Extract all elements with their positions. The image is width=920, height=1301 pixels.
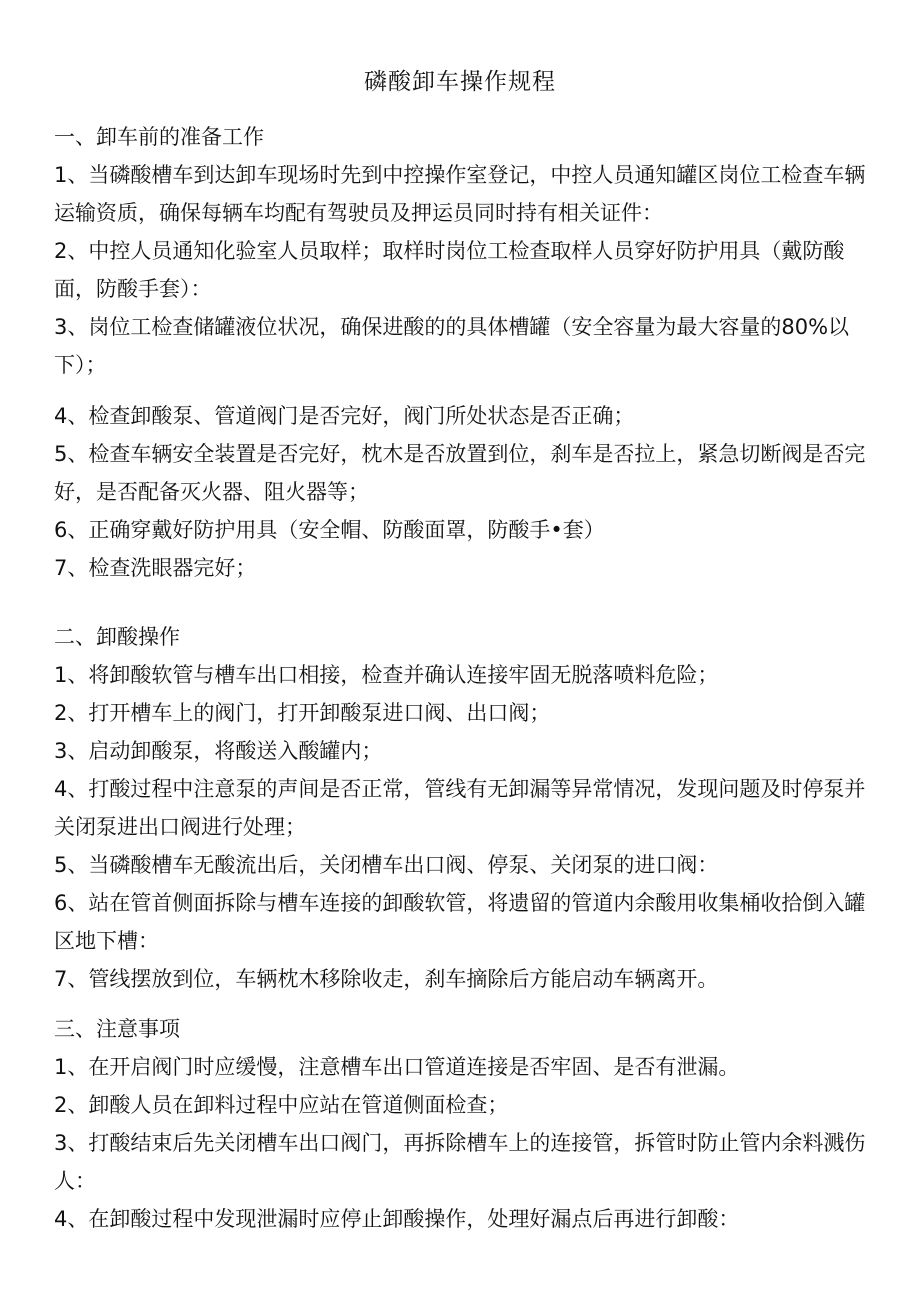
section-notes	[54, 1010, 874, 1238]
list-item: 4、检查卸酸泵、管道阀门是否完好，阀门所处状态是否正确；	[54, 404, 635, 428]
list-item: 2、卸酸人员在卸料过程中应站在管道侧面检查；	[54, 1093, 509, 1117]
section-unloading	[54, 618, 874, 998]
list-item: 4、打酸过程中注意泵的声间是否正常，管线有无卸漏等异常情况，发现问题及时停泵并关闭泵进出口阀进行处理；	[54, 777, 866, 839]
list-item: 3、打酸结束后先关闭槽车出口阀门，再拆除槽车上的连接管，拆管时防止管内余料溅伤人：	[54, 1131, 866, 1193]
list-item: 5、检查车辆安全装置是否完好，枕木是否放置到位，刹车是否拉上，紧急切断阀是否完好，是否配备灭火器、阻火器等；	[54, 442, 866, 504]
section-preparation	[54, 118, 874, 587]
list-item: 1、将卸酸软管与槽车出口相接，检查并确认连接牢固无脱落喷料危险；	[54, 663, 719, 687]
list-item: 7、检查洗眼器完好；	[54, 556, 257, 580]
list-item: 2、打开槽车上的阀门，打开卸酸泵进口阀、出口阀；	[54, 701, 551, 725]
page-title: 磷酸卸车操作规程	[364, 69, 556, 95]
list-item: 6、正确穿戴好防护用具（安全帽、防酸面罩，防酸手•套）	[54, 518, 605, 542]
list-item: 6、站在管首侧面拆除与槽车连接的卸酸软管，将遗留的管道内余酸用收集桶收拾倒入罐区地下槽：	[54, 891, 866, 953]
spacer	[54, 384, 874, 397]
section-heading: 二、卸酸操作	[54, 625, 180, 649]
list-item: 1、在开启阀门时应缓慢，注意槽车出口管道连接是否牢固、是否有泄漏。	[54, 1055, 740, 1079]
list-item: 7、管线摆放到位，车辆枕木移除收走，刹车摘除后方能启动车辆离开。	[54, 967, 719, 991]
section-heading: 一、卸车前的准备工作	[54, 125, 264, 149]
list-item: 3、启动卸酸泵，将酸送入酸罐内；	[54, 739, 383, 763]
list-item: 2、中控人员通知化验室人员取样；取样时岗位工检查取样人员穿好防护用具（戴防酸面，防酸手套）：	[54, 239, 845, 301]
section-heading: 三、注意事项	[54, 1017, 180, 1041]
list-item: 3、岗位工检查储罐液位状况，确保进酸的的具体槽罐（安全容量为最大容量的80%以下）；	[54, 315, 850, 377]
list-item: 4、在卸酸过程中发现泄漏时应停止卸酸操作，处理好漏点后再进行卸酸：	[54, 1207, 740, 1231]
list-item: 5、当磷酸槽车无酸流出后，关闭槽车出口阀、停泵、关闭泵的进口阀：	[54, 853, 719, 877]
list-item: 1、当磷酸槽车到达卸车现场时先到中控操作室登记，中控人员通知罐区岗位工检查车辆运输资质，确保每辆车均配有驾驶员及押运员同时持有相关证件：	[54, 163, 866, 225]
